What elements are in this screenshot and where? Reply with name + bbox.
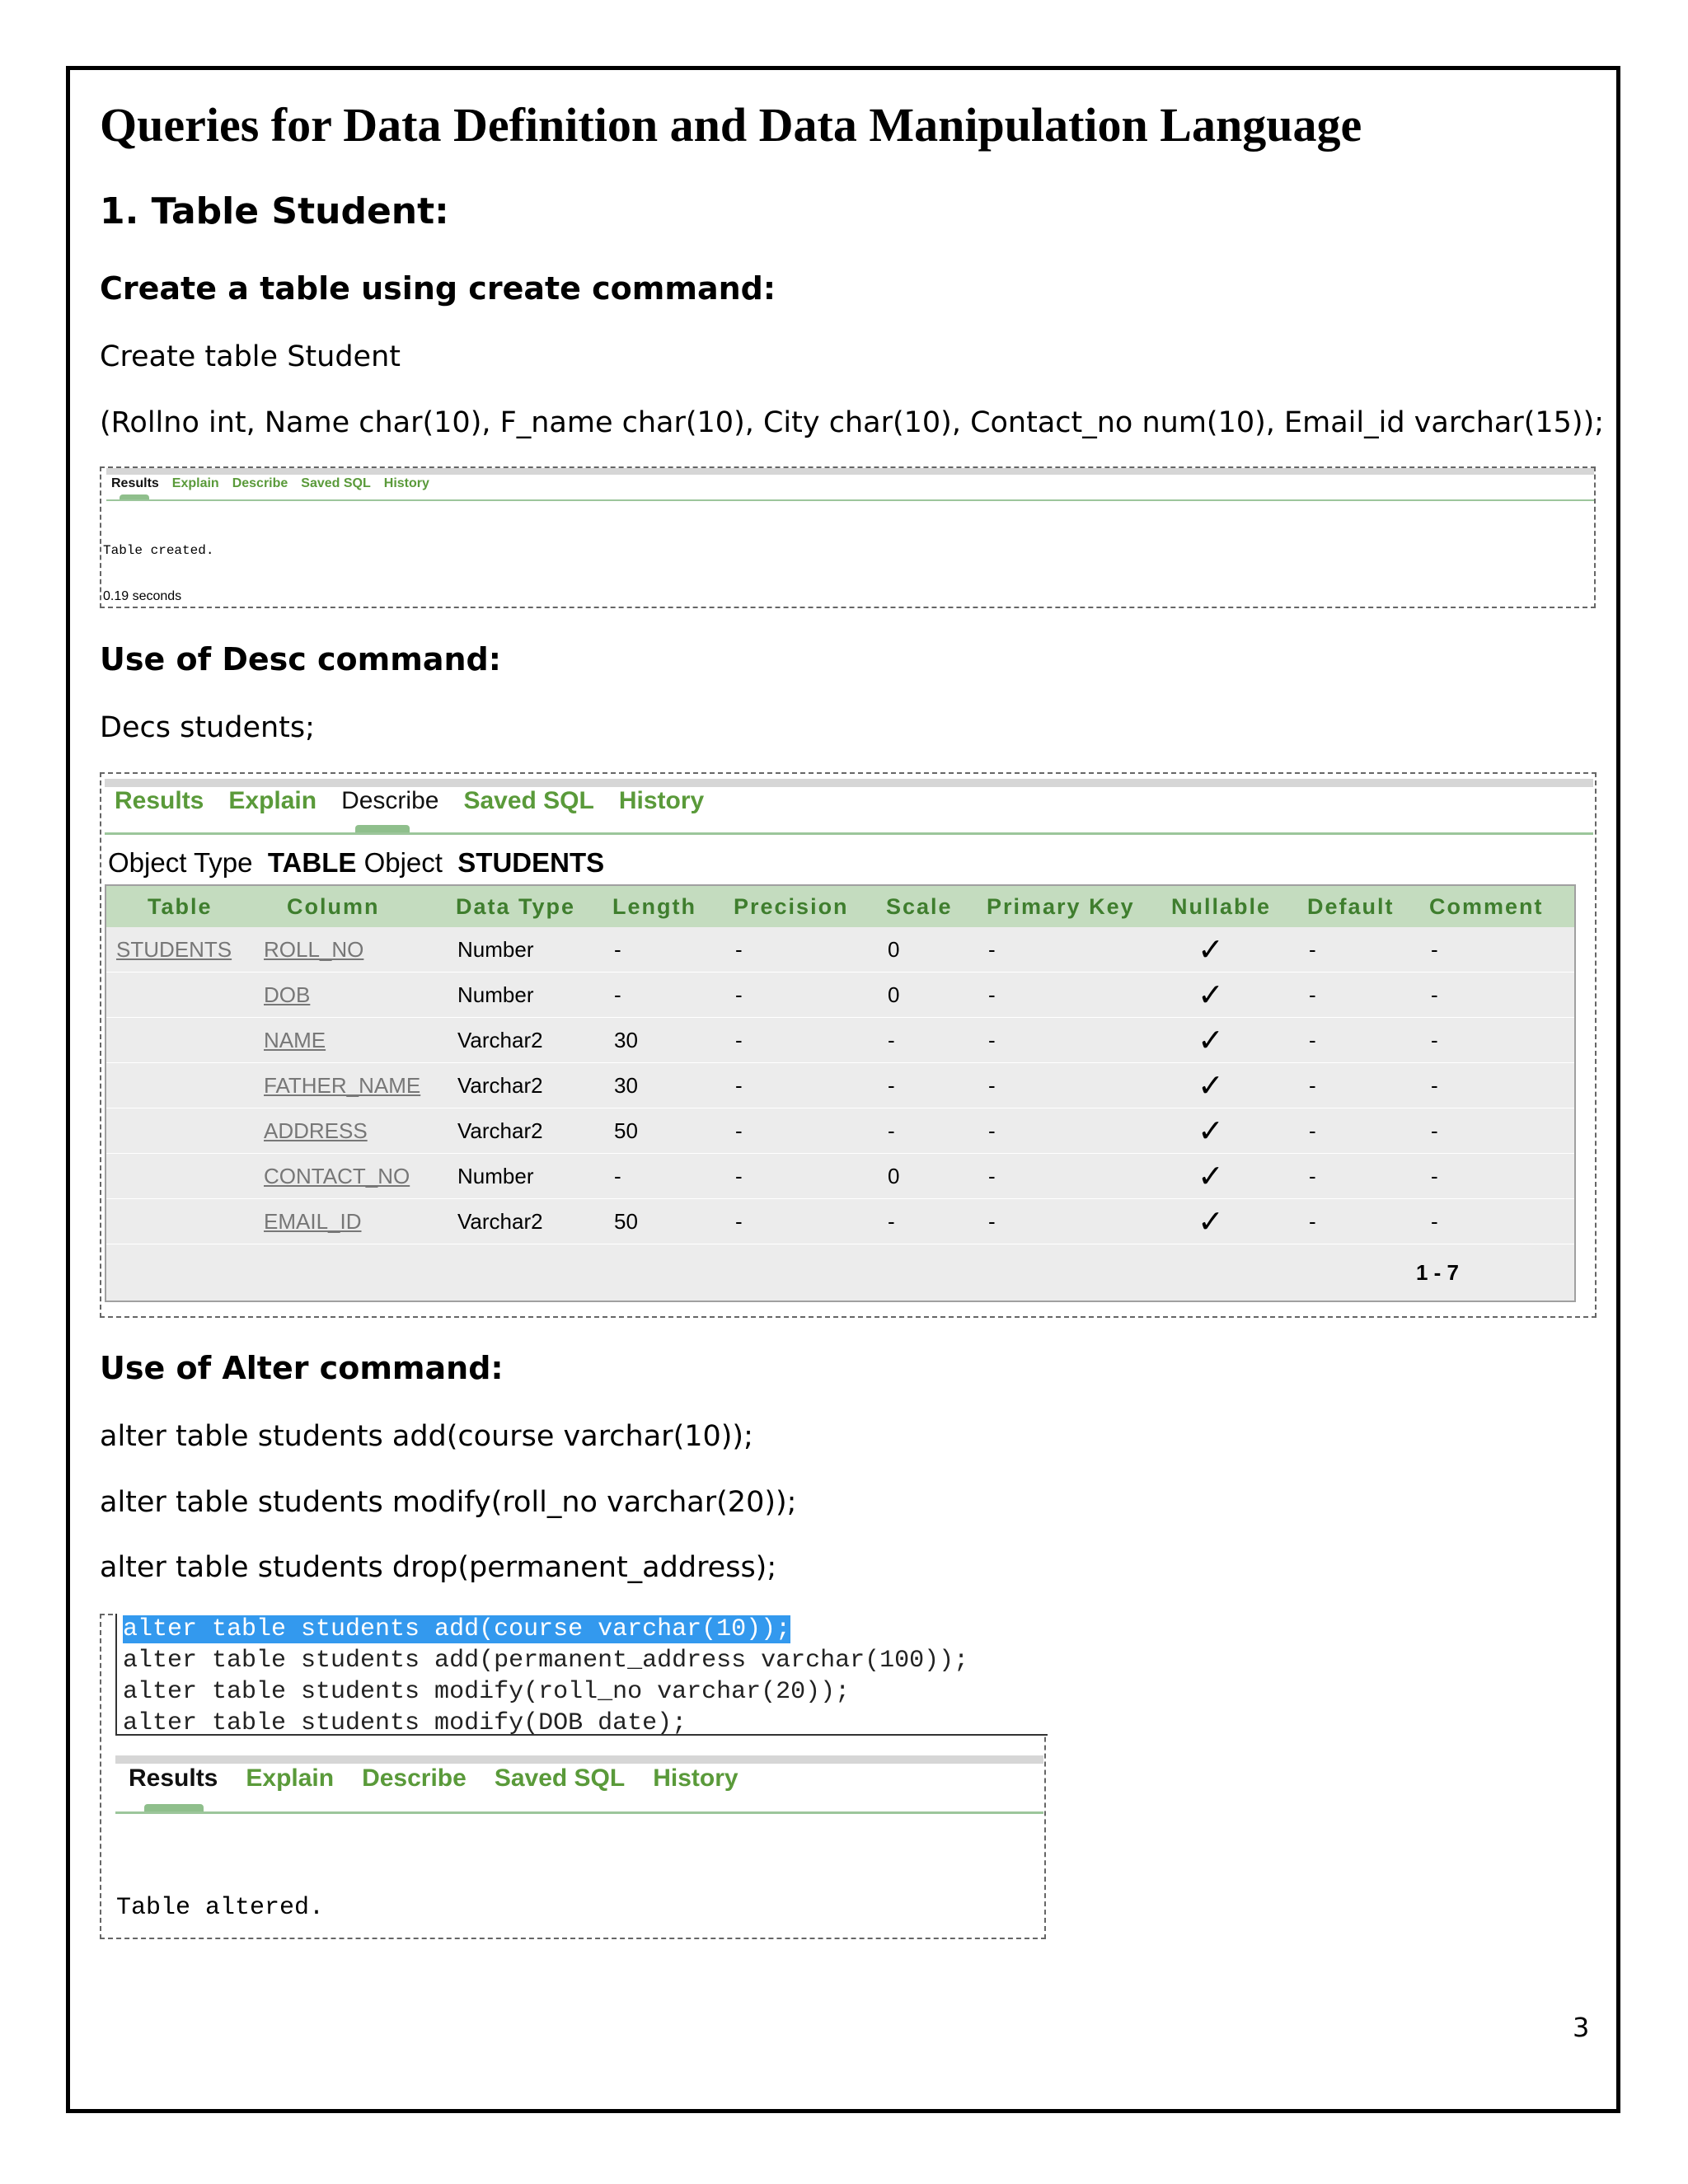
- tab-explain[interactable]: Explain: [228, 787, 317, 814]
- table-cell: -: [725, 972, 878, 1018]
- tab-explain[interactable]: Explain: [171, 476, 219, 490]
- table-name-link: [106, 1199, 254, 1244]
- table-row: [106, 1063, 1575, 1108]
- table-cell: -: [978, 1199, 1163, 1244]
- tab-history[interactable]: History: [618, 787, 705, 814]
- tab-strip: [129, 1765, 738, 1793]
- create-heading: Create a table using create command:: [100, 270, 776, 307]
- table-cell: -: [1421, 927, 1575, 972]
- tab-strip: [111, 476, 429, 491]
- table-cell: -: [1299, 1063, 1421, 1108]
- tab-underline: [115, 1811, 1043, 1814]
- table-cell: -: [978, 1018, 1163, 1063]
- table-cell: -: [1421, 1154, 1575, 1199]
- nullable-check-icon: ✓: [1163, 972, 1299, 1018]
- alter-sql-line3: alter table students drop(permanent_address);: [100, 1551, 777, 1584]
- column-header[interactable]: Data Type: [448, 885, 604, 927]
- nullable-check-icon: ✓: [1163, 927, 1299, 972]
- column-name-link[interactable]: DOB: [254, 972, 448, 1018]
- desc-sql-line: Decs students;: [100, 711, 315, 744]
- describe-table: [105, 884, 1576, 1302]
- execution-time: 0.19 seconds: [103, 589, 182, 603]
- alter-sql-line2: alter table students modify(roll_no varchar(20));: [100, 1486, 797, 1519]
- table-name-link: [106, 1063, 254, 1108]
- sql-editor[interactable]: [115, 1614, 1048, 1736]
- result-message: Table altered.: [116, 1894, 325, 1922]
- table-cell: -: [1299, 1154, 1421, 1199]
- result-message: Table created.: [103, 543, 214, 558]
- table-cell: 0: [878, 1154, 978, 1199]
- table-cell: -: [878, 1199, 978, 1244]
- tab-history[interactable]: History: [653, 1765, 738, 1792]
- tab-bar: [105, 779, 1593, 787]
- object-type-value: TABLE: [267, 847, 357, 878]
- tab-describe[interactable]: Describe: [341, 787, 439, 814]
- pagination-label: 1 - 7: [106, 1244, 1575, 1302]
- object-info: [108, 847, 604, 879]
- tab-explain[interactable]: Explain: [246, 1765, 335, 1792]
- column-header[interactable]: Precision: [725, 885, 878, 927]
- tab-underline: [106, 499, 1594, 501]
- column-name-link[interactable]: NAME: [254, 1018, 448, 1063]
- tab-saved-sql[interactable]: Saved SQL: [494, 1765, 626, 1792]
- table-cell: 0: [878, 927, 978, 972]
- table-cell: -: [1421, 1018, 1575, 1063]
- table-cell: -: [725, 1018, 878, 1063]
- tab-results[interactable]: Results: [129, 1765, 218, 1792]
- table-name-link: [106, 1018, 254, 1063]
- nullable-check-icon: ✓: [1163, 1199, 1299, 1244]
- table-cell: Varchar2: [448, 1199, 604, 1244]
- table-header-row: [106, 885, 1575, 927]
- table-row: [106, 972, 1575, 1018]
- table-cell: -: [978, 972, 1163, 1018]
- column-name-link[interactable]: FATHER_NAME: [254, 1063, 448, 1108]
- table-name-link: [106, 1108, 254, 1154]
- table-row: [106, 1199, 1575, 1244]
- section-heading: 1. Table Student:: [100, 190, 449, 232]
- table-row: [106, 1154, 1575, 1199]
- sql-line[interactable]: alter table students modify(DOB date);: [123, 1709, 687, 1736]
- table-row: [106, 1108, 1575, 1154]
- table-cell: -: [725, 1108, 878, 1154]
- table-cell: -: [1299, 1199, 1421, 1244]
- nullable-check-icon: ✓: [1163, 1018, 1299, 1063]
- table-cell: -: [978, 927, 1163, 972]
- table-row: [106, 927, 1575, 972]
- table-cell: -: [978, 1154, 1163, 1199]
- table-cell: -: [604, 972, 725, 1018]
- object-label: Object: [363, 847, 443, 878]
- column-header[interactable]: Length: [604, 885, 725, 927]
- column-name-link[interactable]: EMAIL_ID: [254, 1199, 448, 1244]
- tab-saved-sql[interactable]: Saved SQL: [301, 476, 371, 490]
- table-cell: -: [725, 1154, 878, 1199]
- tab-bar: [106, 468, 1594, 475]
- column-header[interactable]: Comment: [1421, 885, 1575, 927]
- nullable-check-icon: ✓: [1163, 1108, 1299, 1154]
- tab-bar: [115, 1755, 1043, 1764]
- column-header[interactable]: Default: [1299, 885, 1421, 927]
- pagination-row: [106, 1244, 1575, 1302]
- table-cell: -: [1299, 1018, 1421, 1063]
- table-cell: -: [604, 1154, 725, 1199]
- table-cell: -: [1421, 1199, 1575, 1244]
- tab-underline: [105, 832, 1593, 835]
- column-name-link[interactable]: CONTACT_NO: [254, 1154, 448, 1199]
- table-cell: -: [1299, 927, 1421, 972]
- column-header[interactable]: Table: [106, 885, 254, 927]
- table-name-link: [106, 1154, 254, 1199]
- sql-line[interactable]: alter table students add(permanent_address varchar(100));: [123, 1647, 969, 1675]
- nullable-check-icon: ✓: [1163, 1063, 1299, 1108]
- table-cell: 50: [604, 1199, 725, 1244]
- create-sql-line2: (Rollno int, Name char(10), F_name char(10), City char(10), Contact_no num(10), Email_id varchar(15));: [100, 406, 1605, 439]
- desc-heading: Use of Desc command:: [100, 641, 501, 677]
- tab-results[interactable]: Results: [111, 476, 159, 490]
- object-value: STUDENTS: [457, 847, 605, 878]
- tab-history[interactable]: History: [383, 476, 429, 490]
- table-cell: -: [1299, 1108, 1421, 1154]
- column-name-link[interactable]: ADDRESS: [254, 1108, 448, 1154]
- table-cell: -: [725, 927, 878, 972]
- selected-sql-line[interactable]: alter table students add(course varchar(10));: [123, 1615, 791, 1643]
- table-cell: 30: [604, 1063, 725, 1108]
- table-cell: Number: [448, 1154, 604, 1199]
- nullable-check-icon: ✓: [1163, 1154, 1299, 1199]
- table-cell: -: [725, 1199, 878, 1244]
- sql-line[interactable]: alter table students modify(roll_no varchar(20));: [123, 1678, 851, 1706]
- create-sql-line1: Create table Student: [100, 340, 401, 373]
- tab-describe[interactable]: Describe: [362, 1765, 467, 1792]
- table-cell: -: [978, 1108, 1163, 1154]
- table-cell: -: [1421, 1108, 1575, 1154]
- column-header[interactable]: Column: [254, 885, 448, 927]
- table-cell: -: [878, 1063, 978, 1108]
- table-cell: -: [604, 927, 725, 972]
- table-cell: -: [978, 1063, 1163, 1108]
- table-cell: -: [878, 1108, 978, 1154]
- create-result-screenshot: [100, 466, 1596, 608]
- object-type-label: Object Type: [108, 847, 253, 878]
- table-cell: -: [1421, 972, 1575, 1018]
- tab-describe[interactable]: Describe: [232, 476, 288, 490]
- table-cell: 50: [604, 1108, 725, 1154]
- table-cell: 30: [604, 1018, 725, 1063]
- tab-strip: [115, 787, 704, 815]
- table-cell: Number: [448, 927, 604, 972]
- column-name-link[interactable]: ROLL_NO: [254, 927, 448, 972]
- table-cell: Number: [448, 972, 604, 1018]
- tab-saved-sql[interactable]: Saved SQL: [463, 787, 594, 814]
- column-header[interactable]: Primary Key: [978, 885, 1163, 927]
- table-row: [106, 1018, 1575, 1063]
- page-number: 3: [1573, 2012, 1590, 2043]
- table-cell: Varchar2: [448, 1063, 604, 1108]
- column-header[interactable]: Scale: [878, 885, 978, 927]
- column-header[interactable]: Nullable: [1163, 885, 1299, 927]
- page-title: Queries for Data Definition and Data Manipulation Language: [100, 98, 1362, 152]
- table-name-link: [106, 972, 254, 1018]
- table-cell: Varchar2: [448, 1108, 604, 1154]
- table-cell: -: [725, 1063, 878, 1108]
- table-cell: Varchar2: [448, 1018, 604, 1063]
- alter-sql-line1: alter table students add(course varchar(10));: [100, 1420, 753, 1453]
- table-cell: 0: [878, 972, 978, 1018]
- table-cell: -: [878, 1018, 978, 1063]
- tab-results[interactable]: Results: [115, 787, 204, 814]
- table-cell: -: [1299, 972, 1421, 1018]
- table-cell: -: [1421, 1063, 1575, 1108]
- table-name-link[interactable]: STUDENTS: [106, 927, 254, 972]
- alter-heading: Use of Alter command:: [100, 1350, 504, 1386]
